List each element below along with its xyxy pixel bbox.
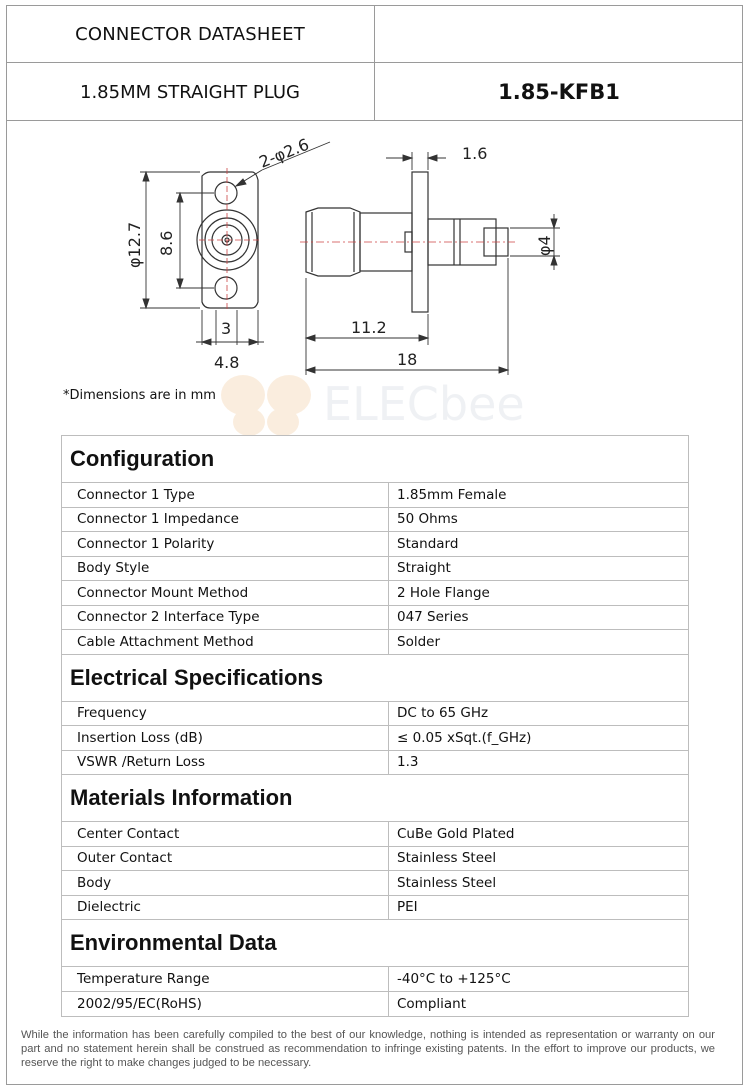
datasheet-title: CONNECTOR DATASHEET [75, 23, 305, 45]
spec-row [62, 630, 688, 655]
spec-key: Outer Contact [62, 847, 389, 871]
dim-flange-dia-label: φ12.7 [125, 221, 144, 268]
spec-row [62, 822, 688, 847]
spec-value: 047 Series [397, 609, 469, 626]
spec-key: Connector 1 Type [62, 483, 389, 507]
spec-key: Connector 1 Impedance [62, 508, 389, 532]
spec-value: Standard [397, 535, 459, 552]
dim-18-label: 18 [397, 350, 418, 369]
spec-key: 2002/95/EC(RoHS) [62, 992, 389, 1017]
spec-table [61, 435, 689, 1017]
section-heading: Configuration [62, 436, 688, 483]
spec-value: PEI [397, 899, 418, 916]
dim-hole-spacing-label: 8.6 [157, 230, 176, 256]
spec-value: 1.3 [397, 754, 419, 771]
spec-value: Compliant [397, 995, 467, 1012]
section-heading: Environmental Data [62, 920, 688, 967]
spec-row [62, 751, 688, 776]
mount-hole-top [215, 182, 237, 204]
disclaimer: While the information has been carefully compiled to the best of our knowledge, nothing is intended as representation or warranty on our part and no statement herein shall be construed as recommendation to infringe existing patents. In the effort to improve our products, we reserve the right to make changes judged to be necessary. [21, 1029, 715, 1069]
spec-row [62, 896, 688, 921]
part-number: 1.85-KFB1 [498, 80, 620, 104]
spec-value: 1.85mm Female [397, 486, 507, 503]
spec-row [62, 557, 688, 582]
dimensions-note: *Dimensions are in mm [63, 388, 216, 403]
spec-key: Connector 2 Interface Type [62, 606, 389, 630]
mount-hole-bottom [215, 277, 237, 299]
spec-value: Stainless Steel [397, 874, 497, 891]
spec-key: Dielectric [62, 896, 389, 920]
dim-pin-dia-label: φ4 [535, 235, 554, 256]
spec-key: Cable Attachment Method [62, 630, 389, 654]
spec-key: Connector Mount Method [62, 581, 389, 605]
spec-row [62, 606, 688, 631]
butterfly-logo-icon [221, 375, 311, 436]
spec-value: DC to 65 GHz [397, 705, 489, 722]
spec-key: Body Style [62, 557, 389, 581]
spec-row [62, 847, 688, 872]
spec-value: Solder [397, 633, 441, 650]
spec-value: CuBe Gold Plated [397, 825, 515, 842]
spec-value: -40°C to +125°C [397, 970, 511, 987]
spec-row [62, 967, 688, 992]
spec-key: Center Contact [62, 822, 389, 846]
spec-key: Frequency [62, 702, 389, 726]
dim-flange-thk-label: 1.6 [462, 144, 488, 163]
dim-width-3-label: 3 [221, 319, 232, 338]
spec-row [62, 483, 688, 508]
spec-row [62, 871, 688, 896]
spec-row [62, 581, 688, 606]
dim-width-48-label: 4.8 [214, 353, 240, 372]
spec-key: Insertion Loss (dB) [62, 726, 389, 750]
spec-key: VSWR /Return Loss [62, 751, 389, 775]
technical-drawing [100, 130, 580, 380]
spec-value: ≤ 0.05 xSqt.(f_GHz) [397, 729, 532, 746]
section-heading: Electrical Specifications [62, 655, 688, 702]
spec-key: Connector 1 Polarity [62, 532, 389, 556]
spec-row [62, 726, 688, 751]
spec-value: 50 Ohms [397, 511, 458, 528]
watermark-text: ELECbee [323, 377, 525, 431]
spec-key: Temperature Range [62, 967, 389, 991]
product-name: 1.85MM STRAIGHT PLUG [80, 81, 300, 103]
spec-row [62, 508, 688, 533]
spec-key: Body [62, 871, 389, 895]
spec-value: Straight [397, 560, 451, 577]
dim-hole-label: 2-φ2.6 [256, 134, 312, 172]
dim-11-2-label: 11.2 [351, 318, 387, 337]
spec-row [62, 992, 688, 1017]
section-heading: Materials Information [62, 775, 688, 822]
spec-value: 2 Hole Flange [397, 584, 490, 601]
spec-row [62, 702, 688, 727]
spec-row [62, 532, 688, 557]
spec-value: Stainless Steel [397, 850, 497, 867]
